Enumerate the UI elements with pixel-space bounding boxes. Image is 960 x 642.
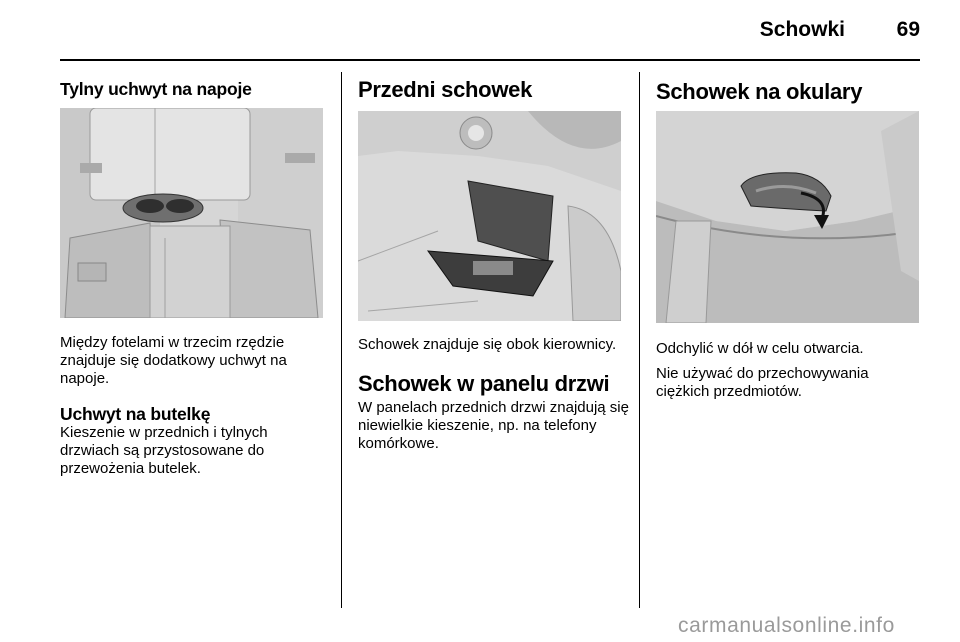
paragraph-glasses-warning: Nie używać do przechowywania ciężkich przedmiotów. bbox=[656, 365, 869, 400]
paragraph-rear-cup-holder: Między fotelami w trzecim rzędzie znajduje się dodatkowy uchwyt na napoje. bbox=[60, 334, 287, 387]
glovebox-illustration bbox=[358, 111, 621, 321]
section-heading-glasses-storage: Schowek na okulary bbox=[656, 79, 863, 104]
watermark: carmanualsonline.info bbox=[678, 614, 895, 637]
page-number: 69 bbox=[896, 18, 920, 41]
column-1-text-block bbox=[60, 334, 330, 478]
paragraph-glasses-open: Odchylić w dół w celu otwarcia. bbox=[656, 340, 864, 357]
section-heading-rear-cup-holder: Tylny uchwyt na napoje bbox=[60, 79, 252, 99]
column-1-heading-block bbox=[60, 79, 330, 99]
column-2-heading-block bbox=[358, 77, 633, 103]
section-heading-door-storage: Schowek w panelu drzwi bbox=[358, 371, 610, 396]
column-divider-1 bbox=[341, 72, 342, 608]
page-title: Schowki bbox=[759, 18, 845, 41]
subheading-bottle-holder: Uchwyt na butelkę bbox=[60, 404, 211, 424]
figure-glasses-storage bbox=[656, 111, 919, 323]
section-heading-front-storage: Przedni schowek bbox=[358, 77, 533, 102]
paragraph-bottle-holder: Kieszenie w przednich i tylnych drzwiach są przystosowane do przewożenia butelek. bbox=[60, 424, 268, 477]
glasses-holder-illustration bbox=[656, 111, 919, 323]
figure-rear-cup-holder bbox=[60, 108, 323, 318]
cup-holder-illustration bbox=[60, 108, 323, 318]
paragraph-door-storage: W panelach przednich drzwi znajdują się niewielkie kieszenie, np. na telefony komórkowe. bbox=[358, 399, 629, 452]
column-3-heading-block bbox=[656, 79, 926, 105]
column-2-text-block bbox=[358, 336, 633, 453]
header-rule bbox=[60, 59, 920, 61]
figure-front-storage bbox=[358, 111, 621, 321]
column-divider-2 bbox=[639, 72, 640, 608]
paragraph-front-storage: Schowek znajduje się obok kierownicy. bbox=[358, 336, 617, 353]
column-3-text-block bbox=[656, 340, 926, 401]
